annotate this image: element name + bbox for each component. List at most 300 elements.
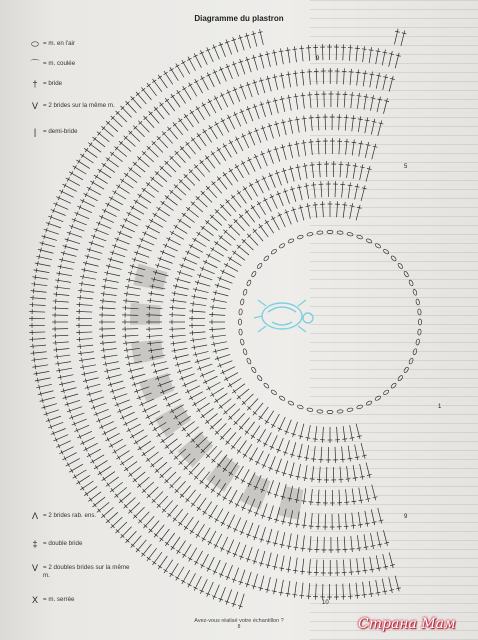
stitch-post xyxy=(154,525,164,537)
stitch-post xyxy=(322,427,323,443)
stitch-post xyxy=(66,458,80,466)
shaded-block xyxy=(155,404,191,437)
stitch-bar xyxy=(304,186,309,187)
stitch-post xyxy=(180,146,190,158)
stitch-post xyxy=(190,110,199,123)
stitch-bar xyxy=(359,143,364,144)
stitch-post xyxy=(215,534,222,548)
stitch-bar xyxy=(158,565,162,568)
stitch-bar xyxy=(271,424,275,426)
stitch-bar xyxy=(295,524,300,525)
stitch-post xyxy=(264,432,272,446)
stitch-post xyxy=(183,544,191,558)
stitch-post xyxy=(212,451,222,463)
stitch-post xyxy=(243,186,252,199)
stitch-bar xyxy=(272,52,277,53)
stitch-bar xyxy=(37,378,38,383)
stitch-bar xyxy=(355,457,360,458)
stitch-post xyxy=(303,535,305,551)
stitch-bar xyxy=(181,61,185,63)
stitch-bar xyxy=(193,301,194,306)
stitch-bar xyxy=(214,123,218,125)
stitch-post xyxy=(210,419,222,430)
stitch-post xyxy=(87,187,101,195)
stitch-bar xyxy=(103,477,106,481)
stitch-post xyxy=(343,68,344,84)
chain-stitch-mark xyxy=(243,348,248,355)
stitch-bar xyxy=(271,217,275,219)
stitch-bar xyxy=(293,73,298,74)
stitch-bar xyxy=(237,191,241,194)
stitch-post xyxy=(191,137,201,150)
stitch-bar xyxy=(183,427,186,431)
stitch-bar xyxy=(229,169,233,172)
stitch-post xyxy=(84,486,97,495)
stitch-bar xyxy=(171,231,173,235)
stitch-post xyxy=(248,157,255,171)
stitch-post xyxy=(160,529,170,542)
stitch-post xyxy=(351,92,353,108)
stitch-post xyxy=(234,219,245,231)
chain-stitch-mark xyxy=(418,329,422,335)
stitch-bar xyxy=(176,550,180,553)
stitch-post xyxy=(133,162,145,172)
stitch-post xyxy=(127,424,141,432)
stitch-post xyxy=(122,335,138,336)
stitch-post xyxy=(339,490,340,506)
stitch-bar xyxy=(231,445,235,448)
stitch-bar xyxy=(233,389,236,393)
stitch-bar xyxy=(132,206,134,210)
stitch-post xyxy=(94,460,108,468)
stitch-post xyxy=(224,373,238,381)
stitch-bar xyxy=(175,65,179,67)
stitch-bar xyxy=(221,120,225,122)
stitch-post xyxy=(310,536,311,552)
stitch-post xyxy=(214,242,227,251)
stitch-bar xyxy=(175,225,178,229)
stitch-bar xyxy=(346,165,351,166)
stitch-bar xyxy=(150,219,152,223)
stitch-post xyxy=(188,573,196,587)
stitch-bar xyxy=(125,173,128,177)
stitch-bar xyxy=(150,421,152,425)
stitch-post xyxy=(214,70,221,85)
stitch-bar xyxy=(178,119,182,122)
stitch-post xyxy=(247,234,258,246)
center-chain-ring xyxy=(238,230,421,413)
stitch-bar xyxy=(211,247,214,251)
stitch-bar xyxy=(151,463,154,467)
stitch-post xyxy=(189,83,197,97)
stitch-post xyxy=(203,376,217,383)
stitch-bar xyxy=(208,254,210,258)
stitch-post xyxy=(179,179,191,190)
chain-stitch-mark xyxy=(403,366,409,373)
stitch-post xyxy=(214,560,221,575)
stitch-post xyxy=(119,493,131,503)
stitch-bar xyxy=(127,292,128,297)
stitch-post xyxy=(343,426,345,442)
stitch-bar xyxy=(173,518,177,521)
stitch-bar xyxy=(364,96,369,97)
stitch-bar xyxy=(85,193,87,197)
stitch-post xyxy=(177,90,186,103)
stitch-post xyxy=(77,304,93,305)
stitch-post xyxy=(182,570,190,584)
stitch-post xyxy=(77,297,93,299)
stitch-bar xyxy=(303,166,308,167)
stitch-bar xyxy=(114,450,116,454)
stitch-post xyxy=(30,345,46,346)
stitch-post xyxy=(209,329,225,330)
stitch-post xyxy=(196,196,208,207)
stitch-bar xyxy=(362,49,367,50)
stitch-post xyxy=(197,133,206,146)
stitch-post xyxy=(76,332,92,333)
stitch-bar xyxy=(382,591,387,592)
stitch-post xyxy=(308,583,309,599)
stitch-post xyxy=(87,449,101,457)
stitch-bar xyxy=(243,188,247,191)
stitch-bar xyxy=(74,165,76,169)
stitch-post xyxy=(185,251,199,258)
stitch-bar xyxy=(357,96,362,97)
stitch-bar xyxy=(259,225,263,228)
stitch-bar xyxy=(263,199,267,201)
row-number: 5 xyxy=(404,164,408,170)
stitch-post xyxy=(358,512,360,528)
stitch-bar xyxy=(171,546,175,549)
stitch-post xyxy=(77,339,93,340)
stitch-post xyxy=(152,552,161,565)
stitch-bar xyxy=(214,342,215,347)
stitch-post xyxy=(190,303,206,305)
stitch-post xyxy=(152,79,161,92)
stitch-post xyxy=(124,293,140,295)
stitch-post xyxy=(165,439,178,449)
stitch-post xyxy=(211,151,220,164)
stitch-post xyxy=(147,300,163,302)
stitch-post xyxy=(221,367,235,374)
stitch-post xyxy=(358,116,360,132)
stitch-bar xyxy=(251,206,255,209)
stitch-post xyxy=(173,509,183,522)
stitch-post xyxy=(221,93,228,107)
stitch-post xyxy=(92,137,105,147)
stitch-bar xyxy=(294,96,299,97)
stitch-post xyxy=(315,202,317,218)
stitch-bar xyxy=(203,130,207,133)
stitch-post xyxy=(106,203,120,210)
stitch-bar xyxy=(110,196,112,200)
stitch-bar xyxy=(147,557,151,560)
stitch-bar xyxy=(85,492,88,496)
shaded-block xyxy=(206,456,240,492)
stitch-post xyxy=(157,136,168,148)
stitch-post xyxy=(190,338,206,340)
stitch-bar xyxy=(208,101,212,103)
shaded-block xyxy=(139,373,174,403)
stitch-post xyxy=(242,469,250,483)
stitch-bar xyxy=(193,338,194,343)
stitch-bar xyxy=(255,461,259,463)
stitch-post xyxy=(143,116,154,128)
stitch-post xyxy=(301,583,303,599)
stitch-post xyxy=(146,329,162,330)
stitch-bar xyxy=(286,593,291,594)
stitch-post xyxy=(170,156,181,168)
row-number: 1 xyxy=(438,404,442,410)
stitch-post xyxy=(215,423,226,434)
stitch-post xyxy=(31,291,47,293)
stitch-post xyxy=(62,184,76,191)
stitch-bar xyxy=(147,415,149,419)
stitch-post xyxy=(102,472,115,481)
stitch-bar xyxy=(162,201,165,205)
stitch-post xyxy=(53,294,69,296)
stitch-post xyxy=(128,467,141,477)
stitch-bar xyxy=(311,185,316,186)
stitch-bar xyxy=(225,377,227,381)
chain-stitch-mark xyxy=(297,404,304,409)
stitch-bar xyxy=(205,156,209,159)
stitch-post xyxy=(160,467,172,478)
shaded-block xyxy=(178,432,214,467)
stitch-bar xyxy=(353,166,358,167)
stitch-post xyxy=(339,514,340,530)
stitch-post xyxy=(176,567,184,581)
stitch-bar xyxy=(175,577,179,579)
two-dc-same-stitch-icon: V xyxy=(31,101,38,111)
stitch-post xyxy=(237,389,249,399)
stitch-post xyxy=(228,224,240,235)
stitch-post xyxy=(177,541,186,554)
stitch-post xyxy=(147,487,159,498)
stitch-post xyxy=(337,201,338,217)
chain-stitch-mark xyxy=(374,243,381,249)
stitch-post xyxy=(171,342,187,344)
stitch-post xyxy=(164,71,173,84)
stitch-bar xyxy=(223,173,227,176)
double-crochet-icon: † xyxy=(32,79,38,89)
stitch-post xyxy=(309,69,310,85)
stitch-post xyxy=(232,251,245,260)
stitch-post xyxy=(174,225,188,233)
stitch-post xyxy=(272,414,280,428)
stitch-post xyxy=(196,403,209,412)
stitch-bar xyxy=(84,268,85,273)
stitch-bar xyxy=(194,402,196,406)
stitch-rounds xyxy=(29,29,406,609)
stitch-bar xyxy=(300,548,305,549)
stitch-post xyxy=(183,86,191,100)
stitch-post xyxy=(318,514,319,530)
stitch-post xyxy=(229,140,237,154)
stitch-post xyxy=(228,257,242,266)
stitch-bar xyxy=(229,500,233,502)
chain-stitch-mark xyxy=(263,382,270,389)
stitch-bar xyxy=(95,465,98,469)
stitch-post xyxy=(182,213,195,222)
chain-stitch-mark xyxy=(307,408,314,412)
stitch-post xyxy=(100,301,116,302)
stitch-post xyxy=(210,388,224,396)
stitch-bar xyxy=(173,123,177,126)
stitch-bar xyxy=(313,205,318,206)
stitch-post xyxy=(350,559,351,575)
stitch-bar xyxy=(182,554,186,557)
row-number: 10 xyxy=(322,600,329,606)
stitch-post xyxy=(265,411,274,425)
stitch-bar xyxy=(309,502,314,503)
stitch-post xyxy=(311,513,312,529)
stitch-post xyxy=(141,544,151,556)
stitch-bar xyxy=(81,288,82,293)
stitch-post xyxy=(229,168,238,181)
stitch-post xyxy=(215,509,223,523)
stitch-bar xyxy=(223,145,227,147)
chain-stitch-mark xyxy=(307,232,314,236)
stitch-bar xyxy=(203,511,207,514)
stitch-post xyxy=(169,329,185,330)
stitch-bar xyxy=(214,298,215,303)
stitch-post xyxy=(206,382,220,390)
stitch-post xyxy=(271,435,278,450)
stitch-post xyxy=(357,70,359,86)
chain-stitch-mark xyxy=(356,235,363,240)
stitch-bar xyxy=(364,547,369,548)
row-number: 9 xyxy=(404,514,408,520)
stitch-bar xyxy=(35,364,36,369)
stitch-post xyxy=(223,144,231,158)
stitch-bar xyxy=(181,580,185,582)
legend-label: = m. en l'air xyxy=(43,40,75,47)
single-crochet-icon: X xyxy=(31,595,38,605)
stitch-post xyxy=(122,329,138,330)
stitch-bar xyxy=(208,515,212,518)
stitch-post xyxy=(130,206,144,214)
chain-stitch-mark xyxy=(257,263,263,270)
stitch-post xyxy=(120,225,135,232)
stitch-bar xyxy=(57,285,58,290)
stitch-post xyxy=(343,44,344,60)
stitch-post xyxy=(142,405,156,412)
stitch-bar xyxy=(259,416,263,419)
stitch-bar xyxy=(151,291,152,296)
stitch-post xyxy=(237,441,246,454)
stitch-bar xyxy=(217,178,221,181)
stitch-bar xyxy=(365,120,370,121)
stitch-post xyxy=(98,169,111,178)
stitch-bar xyxy=(104,285,105,290)
stitch-post xyxy=(161,201,174,210)
stitch-bar xyxy=(128,428,130,432)
stitch-bar xyxy=(190,111,194,114)
chain-stitch-mark xyxy=(251,271,257,278)
stitch-post xyxy=(363,70,365,86)
stitch-post xyxy=(257,429,265,443)
stitch-bar xyxy=(33,351,34,356)
stitch-bar xyxy=(166,196,169,200)
stitch-post xyxy=(142,482,154,493)
stitch-post xyxy=(235,164,243,178)
stitch-bar xyxy=(67,177,69,181)
stitch-bar xyxy=(217,149,221,152)
chain-stitch-mark xyxy=(317,231,323,235)
stitch-post xyxy=(311,139,313,155)
stitch-post xyxy=(356,45,358,61)
stitch-post xyxy=(256,179,263,193)
stitch-post xyxy=(106,158,119,167)
stitch-post xyxy=(78,352,94,354)
stitch-post xyxy=(256,451,263,465)
stitch-post xyxy=(163,244,178,251)
stitch-post xyxy=(310,92,311,108)
stitch-post xyxy=(158,75,167,88)
stitch-bar xyxy=(83,274,84,279)
stitch-bar xyxy=(362,595,367,596)
stitch-post xyxy=(349,583,350,599)
stitch-post xyxy=(272,216,280,230)
stitch-bar xyxy=(107,437,109,441)
stitch-bar xyxy=(194,238,196,242)
stitch-bar xyxy=(225,263,227,267)
stitch-post xyxy=(363,558,365,574)
stitch-post xyxy=(221,118,229,132)
stitch-post xyxy=(245,422,255,435)
stitch-post xyxy=(88,492,101,502)
stitch-bar xyxy=(303,478,308,479)
turtle-motif xyxy=(254,300,313,332)
stitch-bar xyxy=(190,244,192,248)
stitch-bar xyxy=(360,476,365,477)
stitch-post xyxy=(339,114,340,130)
stitch-bar xyxy=(81,486,84,490)
stitch-bar xyxy=(237,450,241,453)
stitch-post xyxy=(345,513,346,529)
stitch-post xyxy=(189,169,200,181)
stitch-bar xyxy=(34,282,35,287)
stitch-post xyxy=(321,447,322,463)
stitch-post xyxy=(150,177,162,187)
stitch-post xyxy=(228,115,235,129)
footer-question: Avez-vous réalisé votre échantillon ? xyxy=(194,618,284,624)
stitch-post xyxy=(158,556,167,569)
stitch-post xyxy=(127,212,141,220)
stitch-bar xyxy=(82,358,83,363)
stitch-bar xyxy=(357,548,362,549)
chain-stitch-mark xyxy=(418,319,421,325)
stitch-bar xyxy=(139,446,142,450)
stitch-post xyxy=(165,196,178,206)
stitch-bar xyxy=(215,241,218,245)
chain-stitch-mark xyxy=(327,410,333,413)
stitch-post xyxy=(114,487,126,497)
stitch-bar xyxy=(85,148,88,152)
stitch-post xyxy=(224,264,238,272)
stitch-bar xyxy=(71,171,73,175)
stitch-post xyxy=(170,335,186,336)
stitch-bar xyxy=(89,498,92,502)
stitch-post xyxy=(149,521,159,533)
stitch-post xyxy=(237,190,246,203)
stitch-post xyxy=(77,345,93,347)
two-tr-same-stitch-icon: V xyxy=(31,563,38,573)
stitch-post xyxy=(259,407,268,420)
chain-stitch-mark xyxy=(366,238,373,243)
stitch-bar xyxy=(114,190,116,194)
